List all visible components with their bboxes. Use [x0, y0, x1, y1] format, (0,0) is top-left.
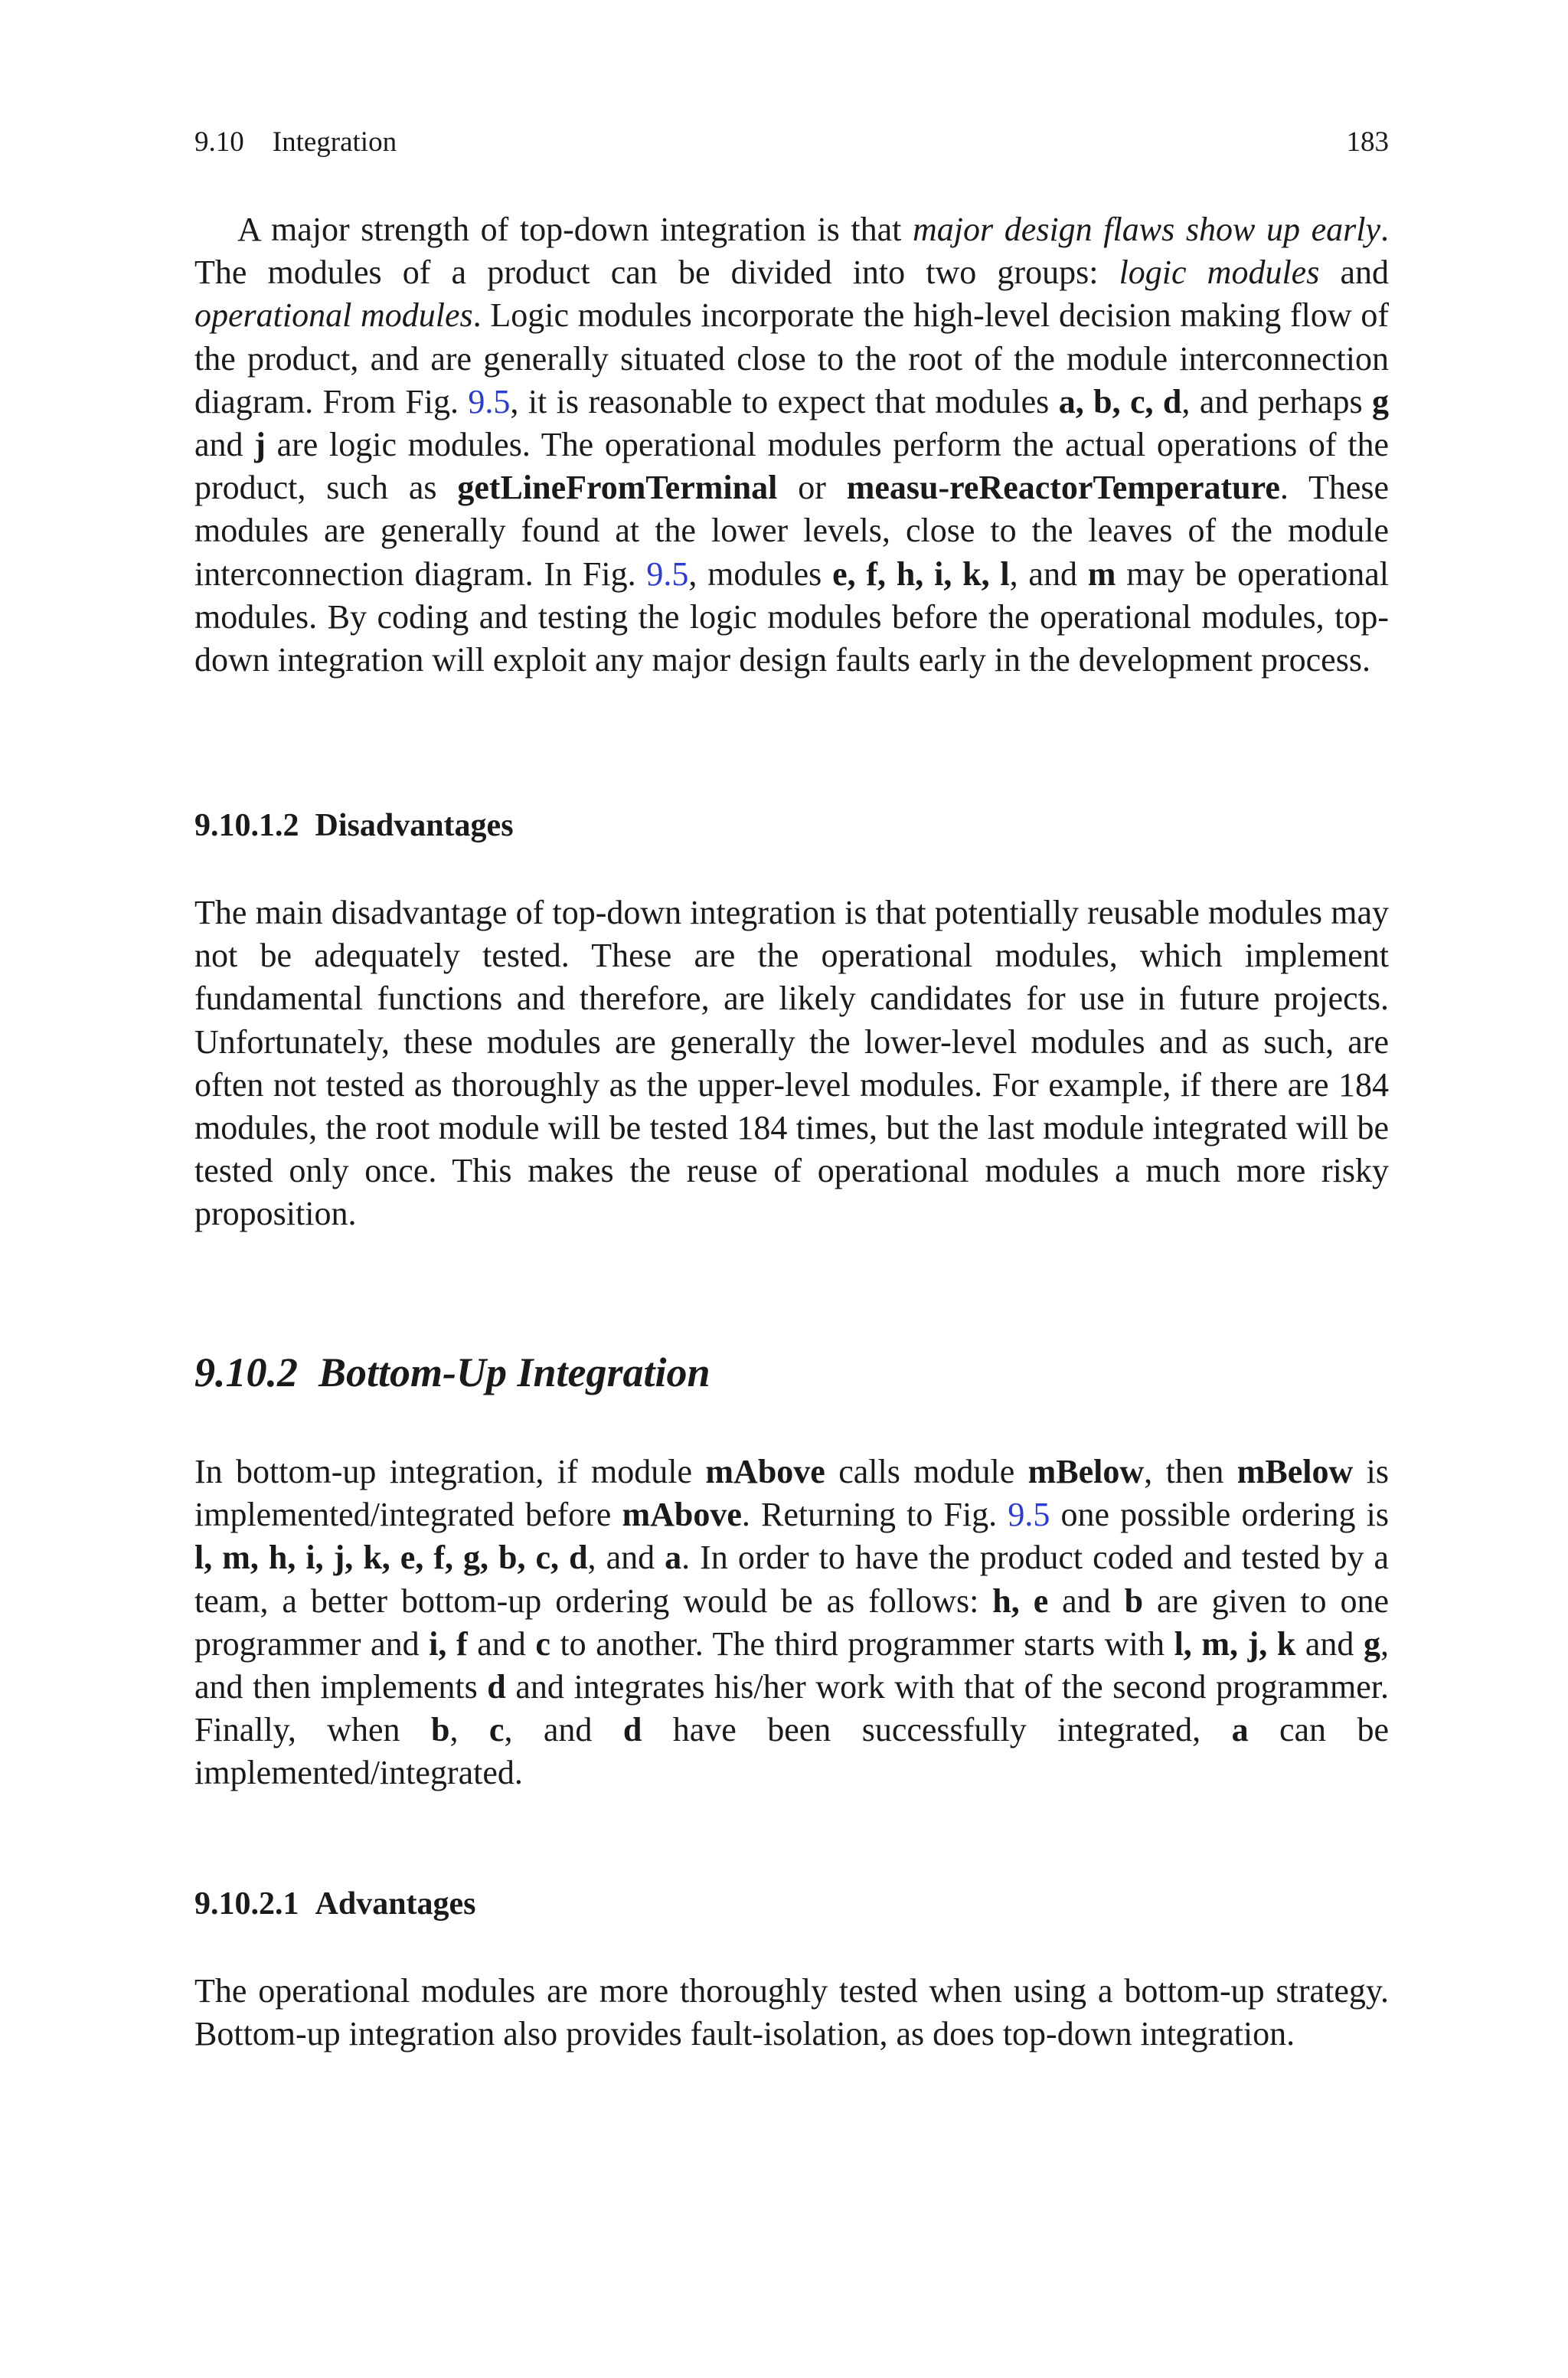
module-name: mBelow	[1027, 1453, 1145, 1490]
text-span: , it is reasonable to expect that modules	[510, 382, 1059, 420]
emphasis: major design flaws show up early	[913, 211, 1380, 248]
emphasis: logic modules	[1119, 254, 1320, 292]
heading-advantages: 9.10.2.1 Advantages	[194, 1886, 476, 1922]
text-span: . These modules are generally found at the lower levels, close to the leaves of the module interconnection diagram. In Fig.	[194, 469, 1390, 593]
module-names: e, f, h, i, k, l	[832, 554, 1010, 593]
text-span: . The modules of a product can be divided into two groups:	[194, 211, 1389, 292]
text-span: and integrates his/her work with that of the second programmer. Finally, when	[194, 1668, 1390, 1749]
function-name: measu-	[846, 469, 950, 507]
text-span: and	[194, 426, 255, 464]
page-number: 183	[1346, 126, 1389, 158]
text-span: , and	[587, 1539, 665, 1577]
module-name: m	[1087, 554, 1116, 593]
text-span: and	[1319, 254, 1389, 292]
text-span: A major strength of top-down integration is that	[237, 211, 913, 248]
module-name: mBelow	[1236, 1453, 1354, 1490]
paragraph-disadvantages: The main disadvantage of top-down integration is that potentially reusable modules may not be adequately tested. These are the operational modules, which implement fundamental functions and therefore, are likely candidates for use in future projects. Unfortunately, these modules are generally the lower-level modules and as such, are often not tested as thoroughly as the upper-level modules. For example, if there are 184 modules, the root module will be tested 184 times, but the last module integrated will be tested only once. This makes the reuse of operational modules a much more risky proposition.	[194, 894, 1389, 1233]
text-span: In bottom-up integration, if module	[194, 1453, 706, 1490]
module-name: g	[1364, 1624, 1381, 1663]
text-span: and	[1295, 1624, 1364, 1663]
text-span: ,	[449, 1711, 489, 1749]
module-name: b	[430, 1711, 450, 1749]
text-span: have been successfully integrated,	[642, 1711, 1232, 1749]
text-span: , and	[504, 1711, 623, 1749]
module-names: l, m, h, i, j, k, e, f, g, b, c, d	[194, 1539, 588, 1577]
module-name: a	[1231, 1711, 1249, 1749]
module-names: a, b, c, d	[1058, 382, 1182, 420]
module-name: d	[622, 1711, 642, 1749]
text-span: one possible ordering is	[1050, 1496, 1389, 1534]
text-span: . Logic modules incorporate the high-level decision making flow of the product, and are generally situated close to the root of the module interconnection diagram. From Fig.	[194, 296, 1389, 420]
function-name: reReactorTemperature	[949, 469, 1280, 507]
module-names: l, m, j, k	[1174, 1624, 1296, 1663]
text-span: , and	[1009, 554, 1088, 593]
module-names: i, f	[429, 1624, 468, 1663]
running-head-section: 9.10 Integration	[194, 126, 397, 158]
text-span: can be implemented/integrated.	[194, 1711, 1390, 1792]
text-span: to another. The third programmer starts with	[550, 1624, 1174, 1663]
module-name: mAbove	[705, 1453, 825, 1490]
fig-9-5-link[interactable]: 9.5	[646, 554, 689, 593]
text-span: is implemented/integrated before	[194, 1453, 1389, 1534]
function-name: getLineFromTerminal	[457, 469, 778, 507]
text-span: , and then implements	[194, 1624, 1390, 1706]
heading-disadvantages: 9.10.1.2 Disadvantages	[194, 808, 514, 843]
text-span: , and perhaps	[1181, 382, 1372, 420]
module-name: a	[665, 1539, 682, 1577]
paragraph-top-down-strength	[194, 208, 1389, 682]
emphasis: operational modules	[194, 296, 473, 335]
module-name: b	[1124, 1582, 1144, 1620]
paragraph-advantages: The operational modules are more thoroughly tested when using a bottom-up strategy. Bottom-up integration also provides fault-isolation, as does top-down integration.	[194, 1972, 1389, 2053]
module-name: c	[488, 1711, 505, 1749]
text-span: or	[777, 469, 847, 507]
module-name: j	[254, 426, 266, 464]
text-span: may be operational modules. By coding and testing the logic modules before the operational modules, top-down integration will exploit any major design faults early in the development process.	[194, 554, 1389, 679]
text-span: , then	[1144, 1453, 1237, 1490]
module-name: mAbove	[622, 1496, 742, 1534]
fig-9-5-link[interactable]: 9.5	[1008, 1496, 1050, 1534]
module-names: h, e	[992, 1582, 1049, 1620]
fig-9-5-link[interactable]: 9.5	[468, 382, 511, 420]
module-name: g	[1372, 382, 1389, 420]
text-span: . In order to have the product coded and tested by a team, a better bottom-up ordering would be as follows:	[194, 1539, 1389, 1620]
module-name: c	[535, 1624, 550, 1663]
module-name: d	[487, 1668, 506, 1706]
text-span: are given to one programmer and	[194, 1582, 1390, 1663]
text-span: are logic modules. The operational modules perform the actual operations of the product, such as	[194, 426, 1390, 507]
text-span: and	[467, 1624, 536, 1663]
heading-bottom-up-integration: 9.10.2 Bottom-Up Integration	[194, 1349, 710, 1395]
text-span: calls module	[825, 1453, 1028, 1490]
paragraph-bottom-up	[194, 1451, 1389, 1795]
text-span: , modules	[688, 554, 833, 593]
text-span: . Returning to Fig.	[741, 1496, 1008, 1534]
text-span: and	[1048, 1582, 1125, 1620]
